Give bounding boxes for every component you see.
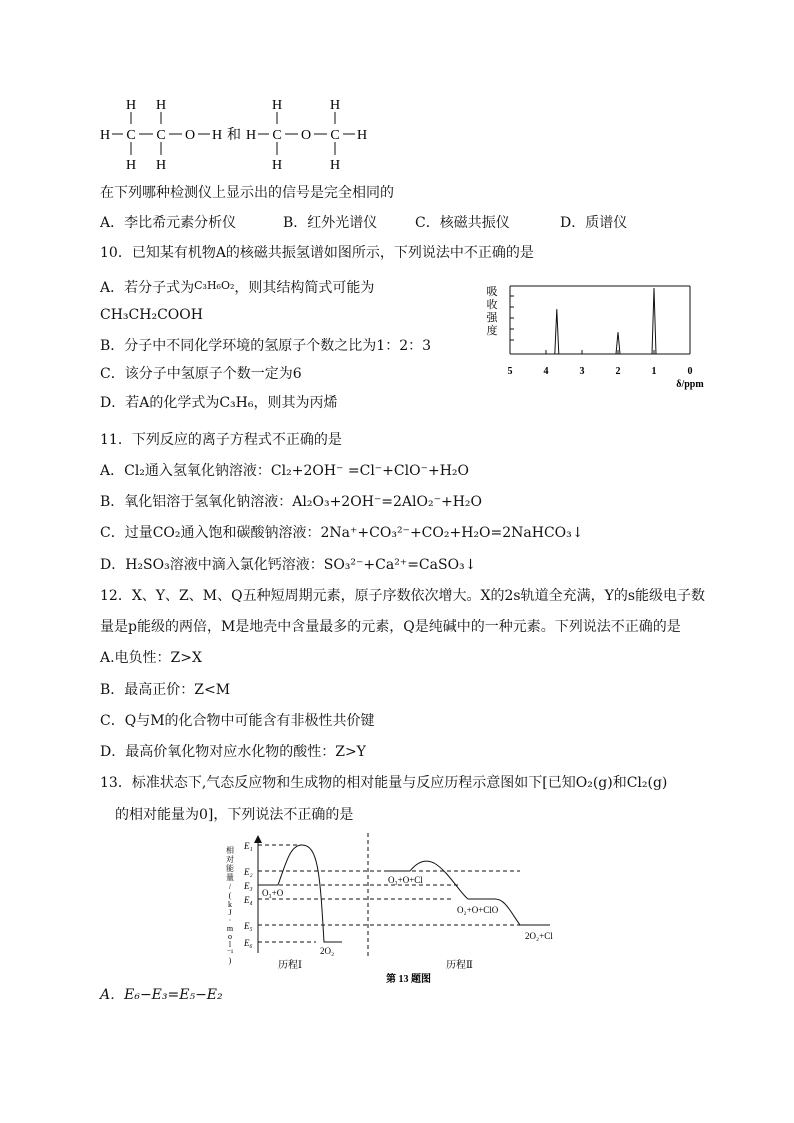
q11-option-d: D．H₂SO₃溶液中滴入氯化钙溶液：SO₃²⁻+Ca²⁺=CaSO₃↓	[100, 557, 477, 573]
atom: H	[356, 128, 368, 143]
svg-text:E₃: E₃	[244, 881, 253, 891]
svg-text:J: J	[228, 908, 232, 917]
nmr-peak-3	[652, 288, 656, 354]
nmr-x-tick-label: 5	[507, 366, 513, 377]
q12-option-a: A.电负性：Z>X	[100, 650, 202, 666]
figure-caption: 第 13 题图	[386, 974, 431, 985]
q10-option-a	[100, 276, 374, 298]
q11-option-c: C．过量CO₂通入饱和碳酸钠溶液：2Na⁺+CO₃²⁻+CO₂+H₂O=2NaHCO₃↓	[100, 525, 584, 541]
atom: H	[245, 128, 257, 143]
conjunction: 和	[227, 128, 241, 143]
q12-option-d: D．最高价氧化物对应水化物的酸性：Z>Y	[100, 744, 366, 760]
q12-option-c: C．Q与M的化合物中可能含有非极性共价键	[100, 713, 375, 729]
structural-formulas	[96, 94, 376, 174]
atom: C	[272, 128, 282, 143]
q10-a-pre: A．若分子式为	[100, 280, 195, 296]
atom: H	[271, 98, 283, 113]
svg-text:强: 强	[486, 312, 498, 324]
q10-a-post: ，则其结构简式可能为	[234, 280, 375, 296]
q13-stem-1: 13．标准状态下,气态反应物和生成物的相对能量与反应历程示意图如下[已知O₂(g)和Cl₂(g)	[100, 775, 668, 791]
state-o3o: O₃+O	[262, 888, 284, 898]
q11-stem: 11．下列反应的离子方程式不正确的是	[100, 432, 342, 448]
svg-text:k: k	[228, 900, 232, 909]
svg-text:E₄: E₄	[244, 895, 253, 905]
q10-a-formula: C₃H₆O₂	[194, 279, 235, 292]
energy-diagram	[220, 833, 580, 988]
atom: H	[99, 128, 111, 143]
svg-text:对: 对	[226, 855, 234, 864]
atom: C	[330, 128, 340, 143]
q13-stem-2: 的相对能量为0]，下列说法不正确的是	[115, 807, 354, 823]
nmr-x-tick-label: 0	[687, 366, 693, 377]
svg-text:量: 量	[226, 873, 234, 882]
state-o2oclo: O₂+O+ClO	[457, 905, 499, 915]
atom: H	[329, 98, 341, 113]
svg-text:E₂: E₂	[244, 867, 253, 877]
atom: C	[156, 128, 166, 143]
atom: H	[125, 98, 137, 113]
state-2o2: 2O₂	[320, 946, 335, 956]
svg-text:/: /	[228, 882, 232, 891]
nmr-x-tick-label: 4	[543, 366, 549, 377]
q10-option-c: C．该分子中氢原子个数一定为6	[100, 366, 302, 382]
state-2o2cl: 2O₂+Cl	[525, 931, 553, 941]
q13-option-a: A．E₆−E₃=E₅−E₂	[100, 987, 223, 1003]
path-2-label: 历程Ⅱ	[446, 960, 473, 971]
q9-option-b: B．红外光谱仪	[283, 215, 378, 231]
q12-stem-2: 量是p能级的两倍，M是地壳中含量最多的元素，Q是纯碱中的一种元素。下列说法不正确的是	[100, 619, 681, 635]
svg-text:吸: 吸	[486, 286, 498, 298]
atom: H	[329, 158, 341, 173]
state-o3ocl: O₃+O+Cl	[388, 875, 423, 885]
svg-text:): )	[228, 956, 232, 965]
svg-text:收: 收	[486, 299, 498, 311]
atom: H	[211, 128, 223, 143]
atom: O	[184, 128, 196, 143]
svg-text:⁻¹: ⁻¹	[226, 948, 234, 957]
q9-option-a: A．李比希元素分析仪	[100, 215, 237, 231]
nmr-peak-1	[555, 309, 559, 354]
q9-option-c: C．核磁共振仪	[415, 215, 510, 231]
svg-text:E₆: E₆	[244, 938, 253, 948]
atom: H	[271, 158, 283, 173]
q10-option-d: D．若A的化学式为C₃H₆，则其为丙烯	[100, 395, 338, 411]
arrow-icon	[254, 835, 262, 843]
svg-text:m: m	[226, 924, 234, 933]
svg-text:E₅: E₅	[244, 921, 253, 931]
svg-text:相: 相	[226, 846, 234, 855]
svg-text:·: ·	[228, 916, 232, 925]
nmr-x-tick-label: 2	[615, 366, 621, 377]
q10-stem: 10．已知某有机物A的核磁共振氢谱如图所示，下列说法中不正确的是	[100, 245, 534, 261]
svg-text:(: (	[228, 891, 232, 900]
svg-text:E₁: E₁	[244, 841, 253, 851]
atom: H	[155, 158, 167, 173]
atom: H	[155, 98, 167, 113]
q9-stem: 在下列哪种检测仪上显示出的信号是完全相同的	[100, 185, 394, 201]
atom: C	[126, 128, 136, 143]
q9-option-d: D．质谱仪	[560, 215, 628, 231]
q11-option-a: A．Cl₂通入氢氧化钠溶液：Cl₂+2OH⁻ =Cl⁻+ClO⁻+H₂O	[100, 463, 470, 479]
svg-text:o: o	[228, 932, 232, 941]
nmr-chart	[480, 282, 720, 392]
q12-stem-1: 12．X、Y、Z、M、Q五种短周期元素，原子序数依次增大。X的2s轨道全充满，Y的s能级电子数	[100, 588, 706, 604]
nmr-ylabel	[487, 285, 499, 337]
svg-text:能: 能	[226, 864, 234, 873]
atom: O	[300, 128, 312, 143]
nmr-xlabel: δ/ppm	[676, 379, 704, 390]
q11-option-b: B．氧化铝溶于氢氧化钠溶液：Al₂O₃+2OH⁻=2AlO₂⁻+H₂O	[100, 494, 483, 510]
q10-option-a-structure: CH₃CH₂COOH	[100, 307, 203, 323]
q10-option-b: B．分子中不同化学环境的氢原子个数之比为1：2：3	[100, 338, 432, 354]
energy-levels	[243, 841, 253, 948]
nmr-x-tick-label: 3	[579, 366, 585, 377]
path-1-label: 历程Ⅰ	[278, 960, 302, 971]
energy-ylabel	[226, 845, 234, 965]
svg-text:l: l	[228, 940, 232, 949]
q12-option-b: B．最高正价：Z<M	[100, 682, 231, 698]
svg-text:度: 度	[486, 325, 498, 337]
nmr-x-tick-label: 1	[651, 366, 657, 377]
atom: H	[125, 158, 137, 173]
